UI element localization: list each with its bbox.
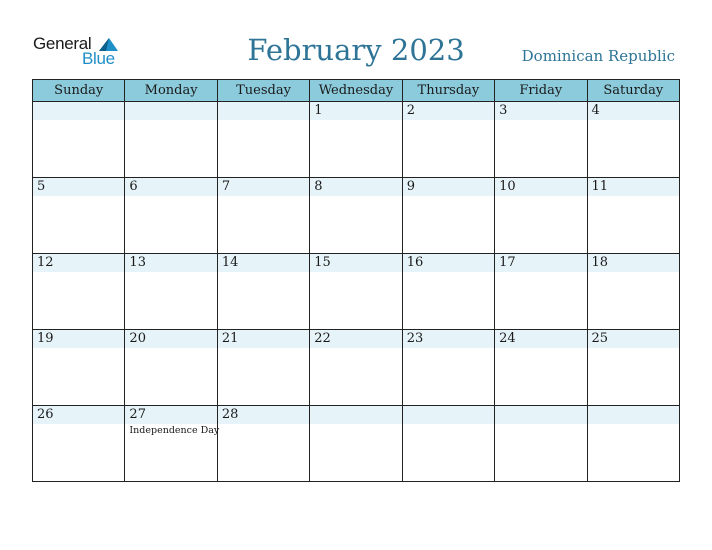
day-cell [587, 178, 679, 254]
week-row [33, 406, 680, 482]
day-number: 25 [588, 330, 679, 348]
day-cell [402, 178, 494, 254]
day-number: 18 [588, 254, 679, 272]
day-cell [125, 330, 217, 406]
day-cell [217, 330, 309, 406]
day-number: 24 [495, 330, 586, 348]
day-cell [125, 102, 217, 178]
week-row [33, 178, 680, 254]
day-number [218, 102, 309, 120]
day-cell [217, 102, 309, 178]
day-number: 12 [33, 254, 124, 272]
week-row [33, 102, 680, 178]
page-title: February 2023 [247, 33, 465, 67]
day-cell [587, 406, 679, 482]
week-row [33, 330, 680, 406]
day-cell [402, 102, 494, 178]
day-cell [125, 178, 217, 254]
day-cell [310, 330, 402, 406]
day-number [588, 406, 679, 424]
week-row [33, 254, 680, 330]
day-cell [125, 254, 217, 330]
day-number: 13 [125, 254, 216, 272]
day-cell [33, 102, 125, 178]
day-cell [310, 178, 402, 254]
day-number: 4 [588, 102, 679, 120]
day-cell [495, 178, 587, 254]
day-cell [33, 178, 125, 254]
day-cell [217, 178, 309, 254]
day-number: 11 [588, 178, 679, 196]
day-number: 1 [310, 102, 401, 120]
weekday-header-row [33, 80, 680, 102]
weekday-monday: Monday [125, 80, 217, 102]
day-number: 8 [310, 178, 401, 196]
day-number [403, 406, 494, 424]
day-cell [402, 330, 494, 406]
day-cell [125, 406, 220, 482]
day-number: 17 [495, 254, 586, 272]
day-cell [33, 254, 125, 330]
day-number: 15 [310, 254, 401, 272]
weekday-tuesday: Tuesday [217, 80, 309, 102]
calendar-grid [32, 79, 680, 482]
day-cell [217, 254, 309, 330]
day-number: 2 [403, 102, 494, 120]
day-number: 20 [125, 330, 216, 348]
day-number: 26 [33, 406, 124, 424]
day-number: 6 [125, 178, 216, 196]
day-number: 14 [218, 254, 309, 272]
day-number: 21 [218, 330, 309, 348]
day-cell [33, 330, 125, 406]
day-number [125, 102, 216, 120]
day-number: 9 [403, 178, 494, 196]
logo-text-general: General [33, 34, 92, 53]
day-cell [310, 102, 402, 178]
weekday-saturday: Saturday [587, 80, 679, 102]
day-number: 19 [33, 330, 124, 348]
weekday-thursday: Thursday [402, 80, 494, 102]
day-number [310, 406, 401, 424]
calendar-body [33, 102, 680, 482]
day-cell [402, 254, 494, 330]
day-cell [495, 330, 587, 406]
day-number: 23 [403, 330, 494, 348]
day-number: 16 [403, 254, 494, 272]
day-cell [310, 406, 402, 482]
day-cell [310, 254, 402, 330]
day-cell [587, 102, 679, 178]
day-number: 10 [495, 178, 586, 196]
day-number: 3 [495, 102, 586, 120]
day-cell [587, 330, 679, 406]
day-number: 28 [218, 406, 309, 424]
day-cell [217, 406, 309, 482]
day-cell [33, 406, 125, 482]
day-cell [495, 254, 587, 330]
logo-text-blue: Blue [82, 49, 115, 68]
day-number: 27 [125, 406, 216, 424]
weekday-sunday: Sunday [33, 80, 125, 102]
day-number: 7 [218, 178, 309, 196]
weekday-wednesday: Wednesday [310, 80, 402, 102]
day-cell [402, 406, 494, 482]
day-cell [495, 406, 587, 482]
day-cell [495, 102, 587, 178]
day-number [33, 102, 124, 120]
day-number: 22 [310, 330, 401, 348]
holiday-label: Independence Day [129, 425, 220, 436]
day-number [495, 406, 586, 424]
day-number: 5 [33, 178, 124, 196]
weekday-friday: Friday [495, 80, 587, 102]
country-name: Dominican Republic [521, 47, 675, 65]
day-cell [587, 254, 679, 330]
